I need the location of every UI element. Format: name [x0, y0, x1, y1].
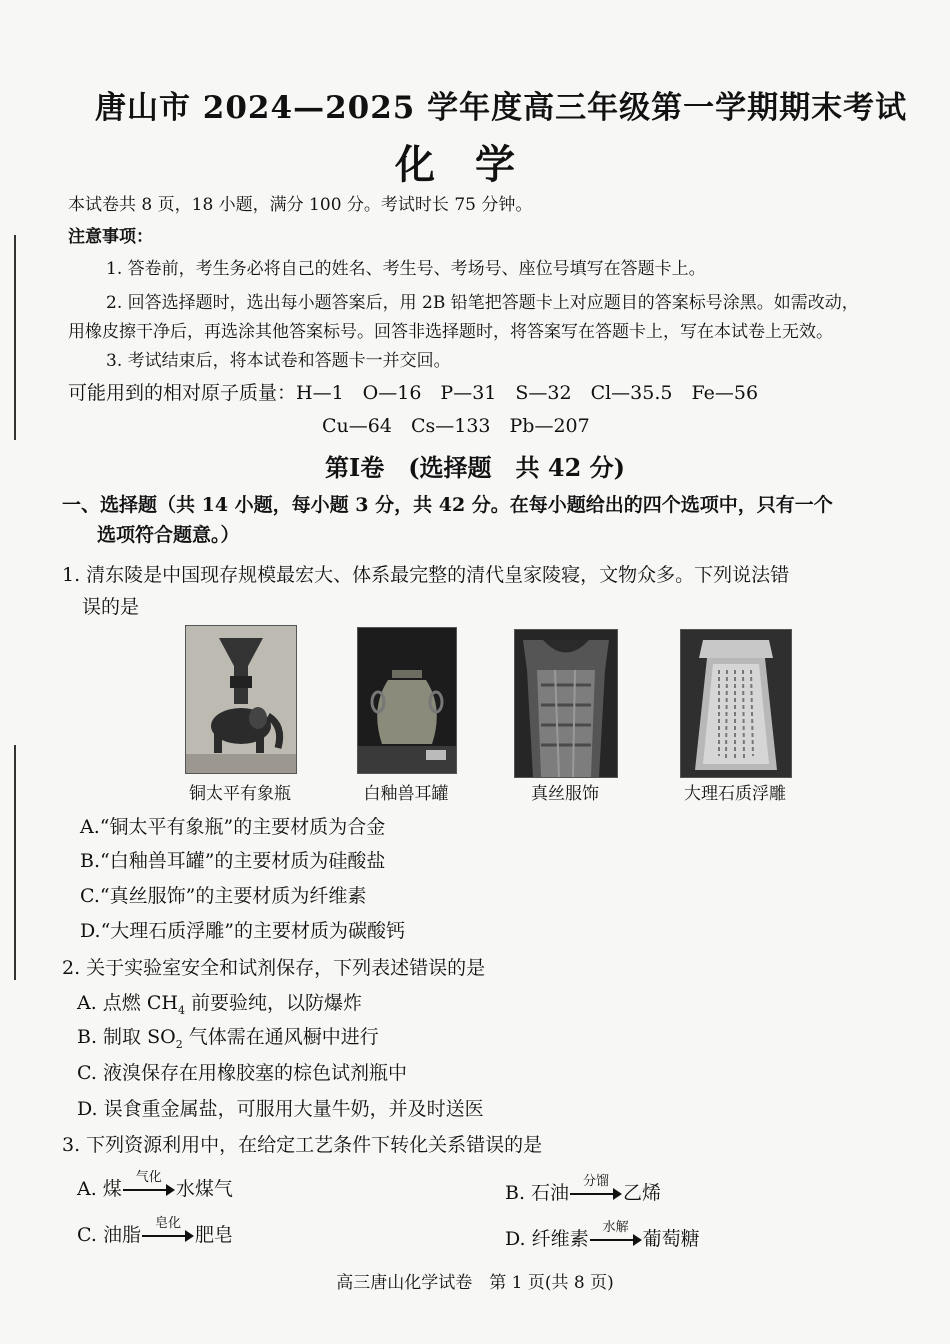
binding-line	[14, 745, 16, 980]
q2-stem: 2. 关于实验室安全和试剂保存，下列表述错误的是	[62, 957, 486, 979]
section-instruction: 一、选择题（共 14 小题，每小题 3 分，共 42 分。在每小题给出的四个选项中，只有一个	[62, 494, 833, 516]
figure-caption: 白釉兽耳罐	[363, 784, 449, 804]
figure-caption: 铜太平有象瓶	[189, 784, 291, 804]
exam-info: 本试卷共 8 页，18 小题，满分 100 分。考试时长 75 分钟。	[68, 195, 533, 215]
q1-option-a: A.“铜太平有象瓶”的主要材质为合金	[80, 816, 386, 838]
q1-stem-cont: 误的是	[82, 596, 140, 618]
silk-garment-photo	[514, 629, 618, 778]
q2-option-c: C. 液溴保存在用橡胶塞的棕色试剂瓶中	[77, 1062, 407, 1084]
notice-item: 3. 考试结束后，将本试卷和答题卡一并交回。	[106, 351, 451, 371]
q3-option-c: C. 油脂 皂化 肥皂	[77, 1216, 233, 1246]
section-title: 第Ⅰ卷 (选择题 共 42 分)	[324, 453, 626, 482]
q1-option-d: D.“大理石质浮雕”的主要材质为碳酸钙	[80, 920, 406, 942]
marble-relief-photo	[680, 629, 792, 778]
white-glazed-jar-photo	[357, 627, 457, 774]
exam-title: 唐山市 2024—2025 学年度高三年级第一学期期末考试	[95, 90, 908, 126]
q1-option-b: B.“白釉兽耳罐”的主要材质为硅酸盐	[80, 850, 386, 872]
reaction-arrow-icon: 皂化	[142, 1229, 194, 1243]
q3-stem: 3. 下列资源利用中，在给定工艺条件下转化关系错误的是	[62, 1134, 543, 1156]
q2-option-b: B. 制取 $SO_2$ 气体需在通风橱中进行	[77, 1026, 379, 1051]
q1-stem: 1. 清东陵是中国现存规模最宏大、体系最完整的清代皇家陵寝，文物众多。下列说法错	[62, 564, 790, 586]
q3-option-d: D. 纤维素 水解 葡萄糖	[505, 1220, 700, 1250]
subject-title: 化学	[395, 141, 555, 188]
atomic-masses: 可能用到的相对原子质量：H—1 O—16 P—31 S—32 Cl—35.5 Fe—56	[68, 382, 759, 404]
reaction-arrow-icon: 气化	[123, 1183, 175, 1197]
q2-option-d: D. 误食重金属盐，可服用大量牛奶，并及时送医	[77, 1098, 484, 1120]
bronze-elephant-vase-photo	[185, 625, 297, 774]
binding-line	[14, 235, 16, 440]
q3-option-b: B. 石油 分馏 乙烯	[505, 1174, 662, 1204]
notice-item: 2. 回答选择题时，选出每小题答案后，用 2B 铅笔把答题卡上对应题目的答案标号涂黑。如需改动，	[106, 293, 859, 313]
atomic-masses-cont: Cu—64 Cs—133 Pb—207	[322, 415, 590, 437]
notice-item: 1. 答卷前，考生务必将自己的姓名、考生号、考场号、座位号填写在答题卡上。	[106, 259, 706, 279]
reaction-arrow-icon: 水解	[590, 1233, 642, 1247]
notice-heading: 注意事项：	[68, 227, 153, 247]
notice-item: 用橡皮擦干净后，再选涂其他答案标号。回答非选择题时，将答案写在答题卡上，写在本试卷上无效。	[68, 322, 833, 342]
q2-option-a: A. 点燃 $CH_4$ 前要验纯，以防爆炸	[77, 992, 362, 1017]
figure-caption: 真丝服饰	[531, 784, 599, 804]
q3-option-a: A. 煤 气化 水煤气	[77, 1170, 233, 1200]
page-footer: 高三唐山化学试卷 第 1 页(共 8 页)	[336, 1273, 614, 1293]
reaction-arrow-icon: 分馏	[570, 1187, 622, 1201]
figure-caption: 大理石质浮雕	[684, 784, 786, 804]
section-instruction-cont: 选项符合题意。）	[97, 524, 240, 546]
q1-option-c: C.“真丝服饰”的主要材质为纤维素	[80, 885, 367, 907]
